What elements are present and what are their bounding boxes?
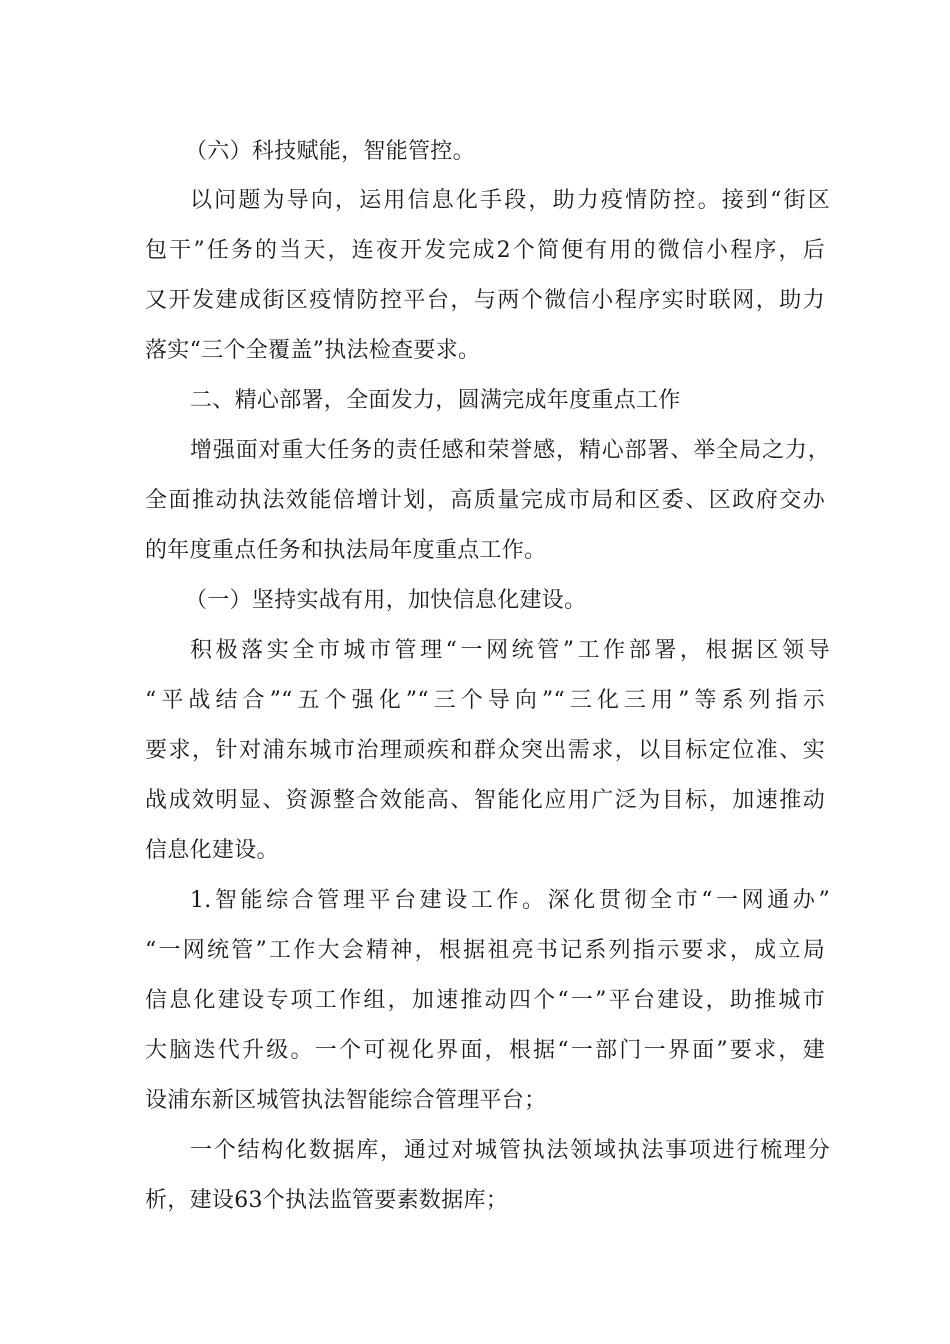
section-heading-six: （六）科技赋能，智能管控。 (185, 139, 475, 164)
paragraph-line: 信息化建设。 (145, 838, 279, 863)
paragraph-line: 设浦东新区城管执法智能综合管理平台； (145, 1088, 547, 1113)
paragraph-line: “平战结合”“五个强化”“三个导向”“三化三用”等系列指示 (145, 688, 825, 713)
section-heading-one: （一）坚持实战有用，加快信息化建设。 (185, 588, 587, 613)
paragraph-line: 落实“三个全覆盖”执法检查要求。 (145, 338, 481, 363)
paragraph-line: 又开发建成街区疫情防控平台，与两个微信小程序实时联网，助力 (145, 288, 825, 313)
paragraph-line: 战成效明显、资源整合效能高、智能化应用广泛为目标，加速推动 (145, 788, 825, 813)
paragraph-line: 增强面对重大任务的责任感和荣誉感，精心部署、举全局之力， (190, 438, 830, 463)
paragraph-line: 信息化建设专项工作组，加速推动四个“一”平台建设，助推城市 (145, 988, 825, 1013)
paragraph-line: 要求，针对浦东城市治理顽疾和群众突出需求，以目标定位准、实 (145, 738, 825, 763)
paragraph-line: 1.智能综合管理平台建设工作。深化贯彻全市“一网通办” (190, 888, 830, 913)
paragraph-line: 大脑迭代升级。一个可视化界面，根据“一部门一界面”要求，建 (145, 1038, 825, 1063)
paragraph-line: 包干”任务的当天，连夜开发完成2个简便有用的微信小程序，后 (145, 238, 825, 263)
paragraph-line: 一个结构化数据库，通过对城管执法领域执法事项进行梳理分 (190, 1138, 830, 1163)
paragraph-line: 以问题为导向，运用信息化手段，助力疫情防控。接到“街区 (190, 188, 830, 213)
paragraph-line: 析，建设63个执法监管要素数据库； (145, 1188, 509, 1213)
paragraph-line: 全面推动执法效能倍增计划，高质量完成市局和区委、区政府交办 (145, 488, 825, 513)
paragraph-line: “一网统管”工作大会精神，根据祖亮书记系列指示要求，成立局 (145, 938, 825, 963)
paragraph-line: 积极落实全市城市管理“一网统管”工作部署，根据区领导 (190, 638, 830, 663)
section-heading-two: 二、精心部署，全面发力，圆满完成年度重点工作 (190, 388, 681, 413)
paragraph-line: 的年度重点任务和执法局年度重点工作。 (145, 538, 547, 563)
